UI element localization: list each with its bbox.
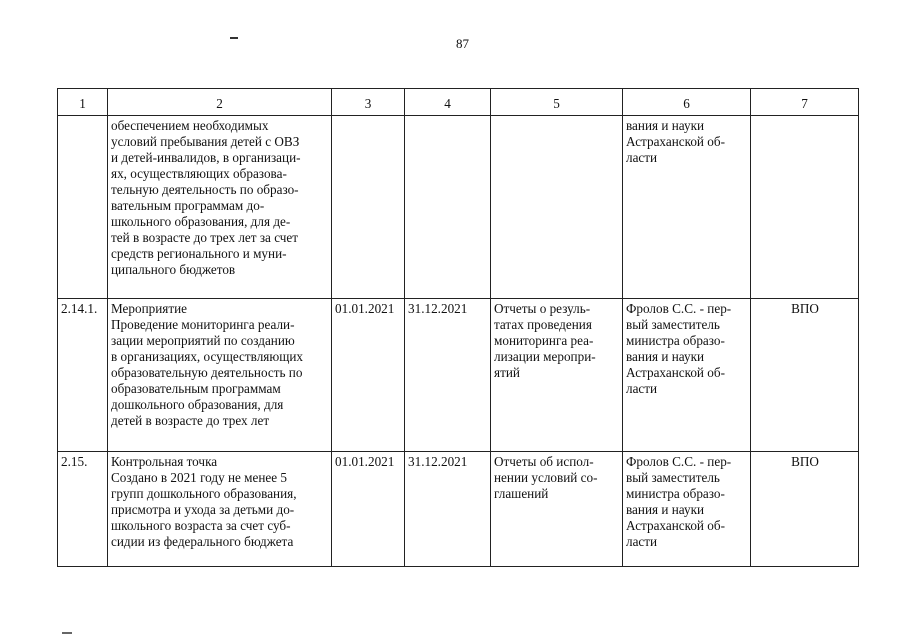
cell-text-line: ях, осуществляющих образова-: [111, 166, 287, 181]
header-cell: 2: [108, 89, 332, 116]
cell-text-line: присмотра и ухода за детьми до-: [111, 502, 295, 517]
page-number: 87: [456, 36, 469, 51]
cell-text-line: татах проведения: [494, 317, 592, 332]
table-row: [58, 452, 859, 567]
cell-text-line: Фролов С.С. - пер-: [626, 454, 732, 469]
cell-text-line: Астраханской об-: [626, 134, 725, 149]
scan-mark: [230, 37, 238, 39]
cell-text-line: дошкольного образования, для: [111, 397, 284, 412]
row-source: [751, 116, 859, 299]
row-end-date: 31.12.2021: [405, 299, 491, 452]
row-number: [58, 116, 108, 299]
cell-text-line: ласти: [626, 381, 658, 396]
cell-text-line: лизации меропри-: [494, 349, 596, 364]
cell-text-line: Создано в 2021 году не менее 5: [111, 470, 288, 485]
cell-text-line: вания и науки: [626, 118, 705, 133]
cell-text-line: школьного образования, для де-: [111, 214, 291, 229]
row-description: [108, 116, 332, 299]
cell-text-line: тей в возрасте до трех лет за счет: [111, 230, 299, 245]
row-result: [491, 299, 623, 452]
cell-text-line: обеспечением необходимых: [111, 118, 269, 133]
cell-text-line: Контрольная точка: [111, 454, 218, 469]
cell-text-line: глашений: [494, 486, 549, 501]
cell-text-line: вания и науки: [626, 502, 705, 517]
header-cell: 1: [58, 89, 108, 116]
row-result: [491, 452, 623, 567]
cell-text-line: Мероприятие: [111, 301, 188, 316]
cell-text-line: вый заместитель: [626, 470, 720, 485]
cell-text-line: групп дошкольного образования,: [111, 486, 297, 501]
cell-text-line: министра образо-: [626, 333, 725, 348]
cell-text-line: в организациях, осуществляющих: [111, 349, 304, 364]
row-start-date: [332, 116, 405, 299]
row-description: [108, 452, 332, 567]
scan-mark: [62, 632, 72, 634]
header-cell: 7: [751, 89, 859, 116]
cell-text-line: условий пребывания детей с ОВЗ: [111, 134, 300, 149]
cell-text-line: зации мероприятий по созданию: [111, 333, 295, 348]
row-result: [491, 116, 623, 299]
cell-text-line: ципального бюджетов: [111, 262, 236, 277]
cell-text-line: вательным программам до-: [111, 198, 265, 213]
header-cell: 3: [332, 89, 405, 116]
cell-text-line: вания и науки: [626, 349, 705, 364]
cell-text-line: министра образо-: [626, 486, 725, 501]
cell-text-line: Отчеты о резуль-: [494, 301, 591, 316]
row-end-date: 31.12.2021: [405, 452, 491, 567]
row-source: ВПО: [751, 452, 859, 567]
cell-text-line: детей в возрасте до трех лет: [111, 413, 270, 428]
cell-text-line: ятий: [494, 365, 520, 380]
header-cell: 6: [623, 89, 751, 116]
row-responsible: [623, 299, 751, 452]
cell-text-line: Астраханской об-: [626, 365, 725, 380]
cell-text-line: ласти: [626, 534, 658, 549]
row-start-date: 01.01.2021: [332, 452, 405, 567]
cell-text-line: образовательным программам: [111, 381, 281, 396]
table-row: [58, 116, 859, 299]
cell-text-line: тельную деятельность по образо-: [111, 182, 299, 197]
cell-text-line: мониторинга реа-: [494, 333, 594, 348]
header-cell: 4: [405, 89, 491, 116]
cell-text-line: сидии из федерального бюджета: [111, 534, 294, 549]
row-number: 2.14.1.: [58, 299, 108, 452]
cell-text-line: Фролов С.С. - пер-: [626, 301, 732, 316]
row-description: [108, 299, 332, 452]
header-row: [58, 89, 859, 116]
plan-table: [57, 88, 859, 567]
cell-text-line: ласти: [626, 150, 658, 165]
row-responsible: [623, 452, 751, 567]
row-source: ВПО: [751, 299, 859, 452]
row-responsible: [623, 116, 751, 299]
cell-text-line: образовательную деятельность по: [111, 365, 303, 380]
cell-text-line: школьного возраста за счет суб-: [111, 518, 291, 533]
cell-text-line: нении условий со-: [494, 470, 598, 485]
cell-text-line: и детей-инвалидов, в организаци-: [111, 150, 301, 165]
row-number: 2.15.: [58, 452, 108, 567]
row-start-date: 01.01.2021: [332, 299, 405, 452]
cell-text-line: Проведение мониторинга реали-: [111, 317, 295, 332]
table-row: [58, 299, 859, 452]
cell-text-line: средств регионального и муни-: [111, 246, 287, 261]
row-end-date: [405, 116, 491, 299]
header-cell: 5: [491, 89, 623, 116]
cell-text-line: Отчеты об испол-: [494, 454, 594, 469]
cell-text-line: вый заместитель: [626, 317, 720, 332]
cell-text-line: Астраханской об-: [626, 518, 725, 533]
